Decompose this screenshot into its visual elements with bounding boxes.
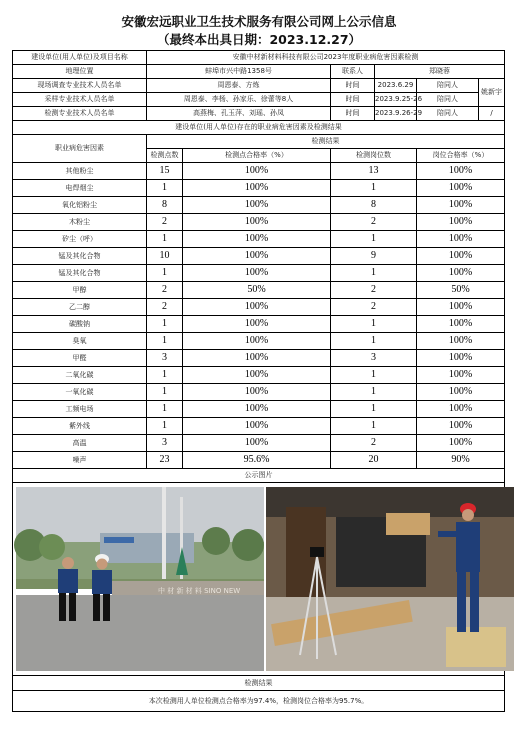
post-pass-rate: 100% (417, 418, 505, 435)
col-posts: 检测岗位数 (331, 149, 417, 163)
tree (202, 527, 230, 555)
point-pass-rate: 100% (183, 350, 331, 367)
point-pass-rate: 100% (183, 231, 331, 248)
pallet (386, 513, 430, 535)
photos-cell (13, 483, 505, 676)
factor-header: 职业病危害因素 (13, 135, 147, 163)
testing-time-label: 时间 (331, 107, 375, 121)
location-label: 地理位置 (13, 65, 147, 79)
unit-label: 建设单位(用人单位)及项目名称 (13, 51, 147, 65)
post-pass-rate: 100% (417, 333, 505, 350)
factory-sign (104, 537, 134, 543)
sampling-row (13, 93, 505, 107)
point-pass-rate: 100% (183, 367, 331, 384)
point-pass-rate: 100% (183, 248, 331, 265)
point-count: 1 (147, 316, 183, 333)
post-count: 1 (331, 231, 417, 248)
post-count: 1 (331, 401, 417, 418)
point-count: 1 (147, 333, 183, 350)
wood-stack (446, 627, 506, 667)
point-count: 1 (147, 384, 183, 401)
point-count: 1 (147, 180, 183, 197)
tree (232, 529, 264, 561)
result-row (13, 452, 505, 469)
post-pass-rate: 100% (417, 384, 505, 401)
survey-time-label: 时间 (331, 79, 375, 93)
point-pass-rate: 100% (183, 163, 331, 180)
point-count: 2 (147, 299, 183, 316)
point-pass-rate: 100% (183, 384, 331, 401)
tree (39, 534, 65, 560)
post-count: 1 (331, 333, 417, 350)
post-pass-rate: 90% (417, 452, 505, 469)
post-pass-rate: 100% (417, 401, 505, 418)
photos-title-row (13, 469, 505, 483)
sampling-time: 2023.9.25-26 (375, 93, 417, 107)
point-pass-rate: 95.6% (183, 452, 331, 469)
conclusion-text: 本次检测用人单位检测点合格率为97.4%，检测岗位合格率为95.7%。 (13, 691, 505, 712)
col-points: 检测点数 (147, 149, 183, 163)
contact-value: 郑晓蓉 (375, 65, 505, 79)
factor-name: 甲醛 (13, 350, 147, 367)
post-count: 9 (331, 248, 417, 265)
point-pass-rate: 100% (183, 265, 331, 282)
post-pass-rate: 100% (417, 197, 505, 214)
testing-acc-value: / (479, 107, 505, 121)
post-pass-rate: 100% (417, 350, 505, 367)
page-title: 安徽宏远职业卫生技术服务有限公司网上公示信息 (121, 14, 397, 29)
accompany-value: 姚新宇 (479, 79, 505, 107)
testing-row (13, 107, 505, 121)
sampling-acc-label: 陪同人 (417, 93, 479, 107)
result-row (13, 214, 505, 231)
post-count: 13 (331, 163, 417, 180)
sampling-label: 采样专业技术人员名单 (13, 93, 147, 107)
photos-section-title: 公示图片 (13, 469, 505, 483)
post-pass-rate: 100% (417, 231, 505, 248)
sampling-time-label: 时间 (331, 93, 375, 107)
post-count: 8 (331, 197, 417, 214)
point-count: 1 (147, 401, 183, 418)
post-count: 2 (331, 299, 417, 316)
contact-label: 联系人 (331, 65, 375, 79)
post-count: 1 (331, 418, 417, 435)
company-sign: 中 材 新 材 料 SINO NEW (158, 587, 241, 595)
point-pass-rate: 100% (183, 197, 331, 214)
result-row (13, 316, 505, 333)
factor-name: 木粉尘 (13, 214, 147, 231)
post-count: 1 (331, 180, 417, 197)
factor-name: 电焊烟尘 (13, 180, 147, 197)
post-count: 1 (331, 316, 417, 333)
factor-name: 臭氧 (13, 333, 147, 350)
survey-row (13, 79, 505, 93)
post-pass-rate: 100% (417, 435, 505, 452)
post-pass-rate: 100% (417, 214, 505, 231)
post-pass-rate: 100% (417, 180, 505, 197)
factor-name: 锰及其化合物 (13, 265, 147, 282)
result-row (13, 197, 505, 214)
post-pass-rate: 100% (417, 248, 505, 265)
point-count: 1 (147, 265, 183, 282)
photos-row (13, 483, 505, 676)
unit-row (13, 51, 505, 65)
factor-name: 锰及其化合物 (13, 248, 147, 265)
point-count: 3 (147, 435, 183, 452)
factor-name: 二氧化碳 (13, 367, 147, 384)
result-row (13, 248, 505, 265)
conclusion-title: 检测结果 (13, 676, 505, 691)
result-row (13, 418, 505, 435)
post-count: 20 (331, 452, 417, 469)
result-row (13, 401, 505, 418)
result-row (13, 231, 505, 248)
location-row (13, 65, 505, 79)
post-count: 1 (331, 265, 417, 282)
factor-name: 氧化铝粉尘 (13, 197, 147, 214)
point-pass-rate: 100% (183, 333, 331, 350)
col-point-rate: 检测点合格率（%） (183, 149, 331, 163)
site-entrance-illustration (16, 487, 264, 671)
post-pass-rate: 50% (417, 282, 505, 299)
unit-value: 安徽中材新材料科技有限公司2023年度职业病危害因素检测 (147, 51, 505, 65)
pavement (16, 595, 264, 671)
conclusion-title-row (13, 676, 505, 691)
point-count: 2 (147, 214, 183, 231)
post-pass-rate: 100% (417, 316, 505, 333)
result-row (13, 265, 505, 282)
testing-time: 2023.9.26-29 (375, 107, 417, 121)
survey-acc-label: 陪同人 (417, 79, 479, 93)
noise-measurement-photo (266, 487, 514, 671)
result-header: 检测结果 (147, 135, 505, 149)
col-post-rate: 岗位合格率（%） (417, 149, 505, 163)
post-pass-rate: 100% (417, 163, 505, 180)
result-row (13, 282, 505, 299)
result-row (13, 333, 505, 350)
page-subtitle: （最终本出具日期：2023.12.27） (156, 32, 362, 47)
flagpole (162, 487, 166, 587)
factor-name: 乙二醇 (13, 299, 147, 316)
point-pass-rate: 100% (183, 214, 331, 231)
point-count: 10 (147, 248, 183, 265)
point-count: 1 (147, 367, 183, 384)
result-row (13, 384, 505, 401)
post-pass-rate: 100% (417, 265, 505, 282)
workshop-illustration (266, 487, 514, 671)
result-rows (13, 163, 505, 469)
post-count: 2 (331, 282, 417, 299)
survey-value: 周恩泰、方炼 (147, 79, 331, 93)
testing-acc-label: 陪同人 (417, 107, 479, 121)
point-pass-rate: 100% (183, 401, 331, 418)
point-pass-rate: 100% (183, 418, 331, 435)
results-title-row (13, 121, 505, 135)
factor-name: 紫外线 (13, 418, 147, 435)
results-header-row (13, 135, 505, 149)
results-section-title: 建设单位(用人单位)存在的职业病危害因素及检测结果 (13, 121, 505, 135)
location-value: 蚌埠市兴中路1358号 (147, 65, 331, 79)
factor-name: 高温 (13, 435, 147, 452)
point-count: 2 (147, 282, 183, 299)
sampling-value: 周恩泰、李杨、孙家乐、徐蕾等8人 (147, 93, 331, 107)
point-count: 1 (147, 418, 183, 435)
point-pass-rate: 50% (183, 282, 331, 299)
result-row (13, 367, 505, 384)
disclosure-table (12, 50, 505, 712)
factor-name: 一氧化碳 (13, 384, 147, 401)
post-count: 3 (331, 350, 417, 367)
post-pass-rate: 100% (417, 367, 505, 384)
point-pass-rate: 100% (183, 316, 331, 333)
site-entrance-photo (16, 487, 264, 671)
post-pass-rate: 100% (417, 299, 505, 316)
post-count: 2 (331, 435, 417, 452)
result-row (13, 163, 505, 180)
survey-time: 2023.6.29 (375, 79, 417, 93)
survey-label: 现场调查专业技术人员名单 (13, 79, 147, 93)
post-count: 1 (331, 384, 417, 401)
testing-label: 检测专业技术人员名单 (13, 107, 147, 121)
post-count: 1 (331, 367, 417, 384)
point-count: 1 (147, 231, 183, 248)
point-pass-rate: 100% (183, 299, 331, 316)
factor-name: 其他粉尘 (13, 163, 147, 180)
point-pass-rate: 100% (183, 435, 331, 452)
result-row (13, 180, 505, 197)
point-pass-rate: 100% (183, 180, 331, 197)
factor-name: 工频电场 (13, 401, 147, 418)
point-count: 15 (147, 163, 183, 180)
factor-name: 碳酸钠 (13, 316, 147, 333)
factor-name: 矽尘（呼） (13, 231, 147, 248)
point-count: 23 (147, 452, 183, 469)
result-row (13, 435, 505, 452)
point-count: 3 (147, 350, 183, 367)
post-count: 2 (331, 214, 417, 231)
result-row (13, 299, 505, 316)
testing-value: 高燕梅、孔玉萍、刘瑶、孙凤 (147, 107, 331, 121)
factor-name: 噪声 (13, 452, 147, 469)
point-count: 8 (147, 197, 183, 214)
result-row (13, 350, 505, 367)
factor-name: 甲醇 (13, 282, 147, 299)
conclusion-row (13, 691, 505, 712)
